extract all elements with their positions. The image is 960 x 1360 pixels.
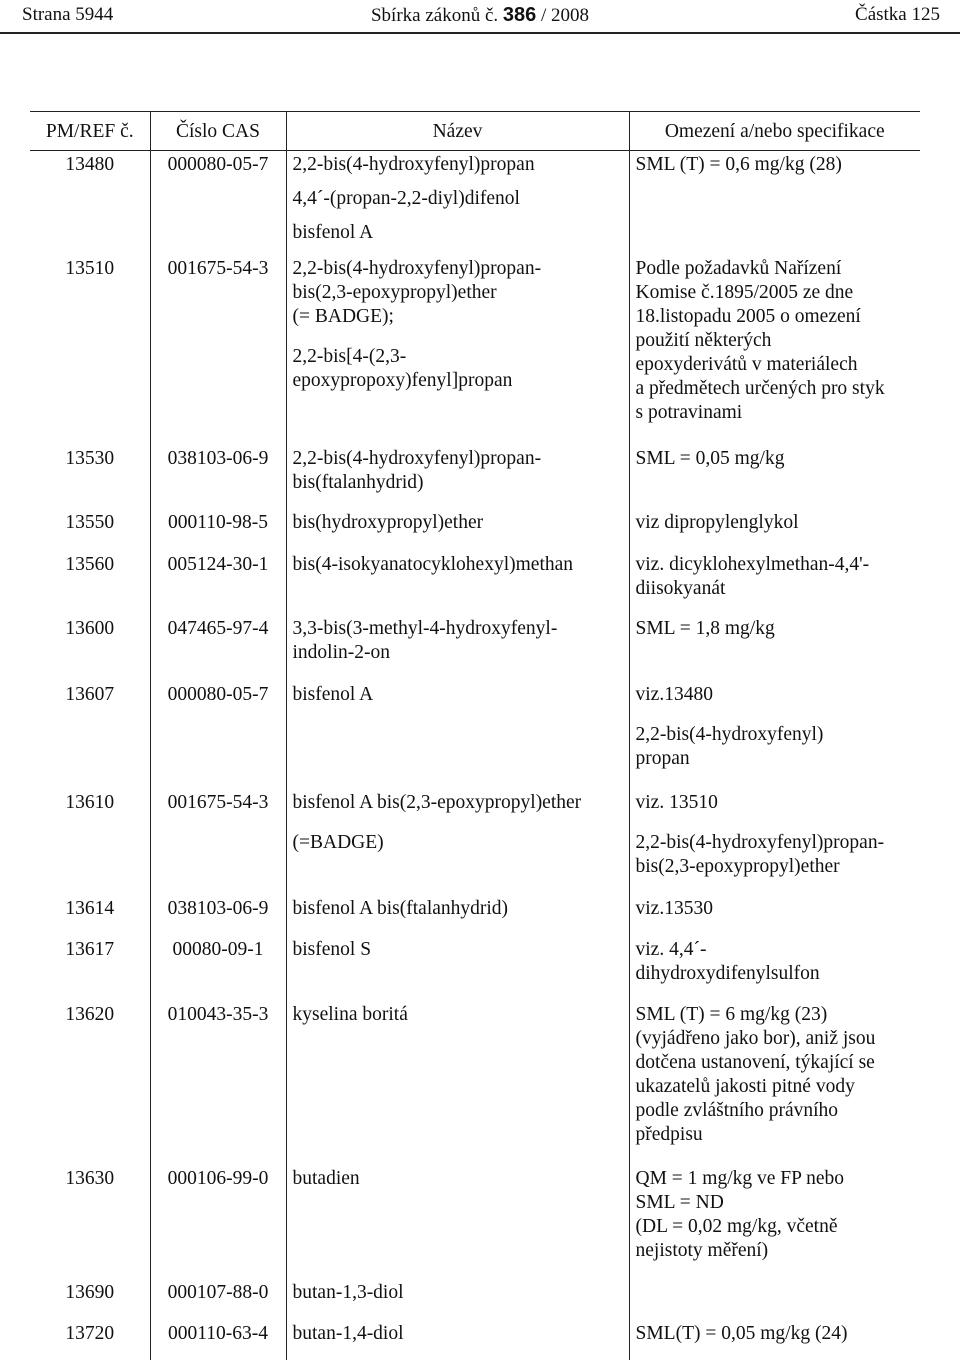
spec-line: podle zvláštního právního [635, 1099, 839, 1121]
restriction-cell [629, 936, 920, 1001]
column-header-ref: PM/REF č. [30, 112, 150, 151]
restriction-cell [629, 895, 920, 936]
ref-number-cell: 13614 [65, 897, 115, 919]
spec-line: dihydroxydifenylsulfon [635, 962, 820, 984]
name-line: bisfenol S [292, 938, 372, 960]
substance-name-cell [286, 255, 629, 445]
spec-line: SML = ND [635, 1191, 724, 1213]
ref-number-cell: 13550 [65, 511, 115, 533]
substance-name-cell [286, 936, 629, 1001]
table-row [30, 1165, 920, 1279]
restriction-cell [629, 1279, 920, 1320]
name-line: 4,4´-(propan-2,2-diyl)difenol [292, 188, 520, 209]
name-line: 2,2-bis[4-(2,3- [292, 345, 407, 367]
collection-title [0, 0, 960, 31]
table-row [30, 1320, 920, 1360]
name-line: butan-1,3-diol [292, 1281, 404, 1303]
collection-prefix: Sbírka zákonů č. [370, 5, 499, 26]
name-line: kyselina boritá [292, 1003, 408, 1025]
spec-line: viz.13480 [635, 683, 713, 705]
ref-number-cell: 13630 [65, 1167, 115, 1189]
name-line: bis(2,3-epoxypropyl)ether [292, 281, 497, 303]
cas-number-cell: 000107-88-0 [150, 1279, 286, 1320]
name-line: 2,2-bis(4-hydroxyfenyl)propan- [292, 447, 542, 469]
part-number: Částka 125 [855, 4, 940, 25]
substance-name-cell [286, 1279, 629, 1320]
spec-line: SML (T) = 6 mg/kg (23) [635, 1003, 828, 1025]
cas-number-cell: 010043-35-3 [150, 1001, 286, 1165]
name-line: bisfenol A [292, 222, 374, 243]
spec-line: ukazatelů jakosti pitné vody [635, 1075, 855, 1097]
table-body [30, 151, 920, 1360]
spec-line: viz.13530 [635, 897, 713, 919]
restriction-cell [629, 1165, 920, 1279]
spec-line: SML = 1,8 mg/kg [635, 617, 775, 639]
name-line: butan-1,4-diol [292, 1322, 404, 1344]
restriction-cell [629, 255, 920, 445]
substance-name-cell [286, 151, 629, 255]
restriction-cell [629, 681, 920, 789]
name-line: bisfenol A [292, 683, 374, 705]
spec-line: SML (T) = 0,6 mg/kg (28) [635, 154, 842, 175]
spec-line: nejistoty měření) [635, 1239, 769, 1261]
table-row [30, 151, 920, 255]
spec-line: použití některých [635, 329, 772, 351]
collection-suffix: / 2008 [541, 5, 590, 26]
cas-number-cell: 001675-54-3 [150, 789, 286, 895]
restriction-cell [629, 1320, 920, 1360]
table-row [30, 509, 920, 551]
substance-name-cell [286, 789, 629, 895]
spec-line: viz. 13510 [635, 791, 718, 813]
spec-line: SML(T) = 0,05 mg/kg (24) [635, 1322, 848, 1344]
ref-number-cell: 13530 [65, 447, 115, 469]
substance-name-cell [286, 509, 629, 551]
table-row [30, 445, 920, 509]
spec-line: Komise č.1895/2005 ze dne [635, 281, 854, 303]
spec-line: viz dipropylenglykol [635, 511, 799, 533]
ref-number-cell: 13620 [65, 1003, 115, 1025]
cas-number-cell: 000080-05-7 [150, 681, 286, 789]
ref-number-cell: 13560 [65, 553, 115, 575]
name-line: bis(hydroxypropyl)ether [292, 511, 484, 533]
table-header-row [30, 112, 920, 151]
name-line: bisfenol A bis(ftalanhydrid) [292, 897, 509, 919]
name-line: butadien [292, 1167, 360, 1189]
spec-line: viz. 4,4´- [635, 938, 707, 960]
table-row [30, 789, 920, 895]
ref-number-cell: 13690 [65, 1281, 115, 1303]
spec-line: epoxyderivátů v materiálech [635, 353, 858, 375]
name-line: 2,2-bis(4-hydroxyfenyl)propan- [292, 257, 542, 279]
spec-line: 2,2-bis(4-hydroxyfenyl) [635, 723, 824, 745]
substance-name-cell [286, 681, 629, 789]
name-line: indolin-2-on [292, 641, 390, 663]
cas-number-cell: 000110-63-4 [150, 1320, 286, 1360]
spec-line: s potravinami [635, 401, 743, 423]
restriction-cell [629, 615, 920, 681]
spec-line: (vyjádřeno jako bor), aniž jsou [635, 1027, 876, 1049]
table-row [30, 255, 920, 445]
substance-name-cell [286, 1320, 629, 1360]
spec-line: dotčena ustanovení, týkající se [635, 1051, 875, 1073]
name-line: bis(ftalanhydrid) [292, 471, 424, 493]
spec-line: 18.listopadu 2005 o omezení [635, 305, 861, 327]
cas-number-cell: 00080-09-1 [150, 936, 286, 1001]
restriction-cell [629, 445, 920, 509]
ref-number-cell: 13480 [65, 154, 115, 175]
name-line: bisfenol A bis(2,3-epoxypropyl)ether [292, 791, 582, 813]
table-row [30, 681, 920, 789]
substance-name-cell [286, 895, 629, 936]
table-row [30, 551, 920, 615]
cas-number-cell: 001675-54-3 [150, 255, 286, 445]
substance-name-cell [286, 1165, 629, 1279]
ref-number-cell: 13610 [65, 791, 115, 813]
spec-line: a předmětech určených pro styk [635, 377, 885, 399]
table-row [30, 1279, 920, 1320]
spec-line: viz. dicyklohexylmethan-4,4'- [635, 553, 870, 575]
ref-number-cell: 13510 [65, 257, 115, 279]
cas-number-cell: 005124-30-1 [150, 551, 286, 615]
table-row [30, 936, 920, 1001]
column-header-cas: Číslo CAS [150, 112, 286, 151]
ref-number-cell: 13607 [65, 683, 115, 705]
substance-name-cell [286, 445, 629, 509]
restriction-cell [629, 509, 920, 551]
page-number: Strana 5944 [22, 4, 114, 25]
substance-name-cell [286, 615, 629, 681]
name-line: (=BADGE) [292, 831, 384, 853]
column-header-spec: Omezení a/nebo specifikace [629, 112, 920, 151]
cas-number-cell: 000110-98-5 [150, 509, 286, 551]
restriction-cell [629, 789, 920, 895]
table-row [30, 615, 920, 681]
name-line: (= BADGE); [292, 305, 394, 327]
spec-line: (DL = 0,02 mg/kg, včetně [635, 1215, 838, 1237]
cas-number-cell: 000080-05-7 [150, 151, 286, 255]
restriction-cell [629, 1001, 920, 1165]
spec-line: SML = 0,05 mg/kg [635, 447, 785, 469]
collection-number: 386 [502, 4, 537, 26]
restriction-cell [629, 551, 920, 615]
spec-line: propan [635, 747, 690, 769]
name-line: epoxypropoxy)fenyl]propan [292, 369, 513, 391]
cas-number-cell: 000106-99-0 [150, 1165, 286, 1279]
substance-name-cell [286, 551, 629, 615]
spec-line: bis(2,3-epoxypropyl)ether [635, 855, 840, 877]
column-header-name: Název [286, 112, 629, 151]
table-row [30, 895, 920, 936]
substance-table [30, 111, 920, 1360]
name-line: bis(4-isokyanatocyklohexyl)methan [292, 553, 574, 575]
restriction-cell [629, 151, 920, 255]
spec-line: Podle požadavků Nařízení [635, 257, 842, 279]
spec-line: 2,2-bis(4-hydroxyfenyl)propan- [635, 831, 885, 853]
spec-line: diisokyanát [635, 577, 726, 599]
ref-number-cell: 13617 [65, 938, 115, 960]
cas-number-cell: 038103-06-9 [150, 895, 286, 936]
ref-number-cell: 13720 [65, 1322, 115, 1344]
name-line: 2,2-bis(4-hydroxyfenyl)propan [292, 154, 535, 175]
cas-number-cell: 038103-06-9 [150, 445, 286, 509]
ref-number-cell: 13600 [65, 617, 115, 639]
spec-line: předpisu [635, 1123, 703, 1145]
table-row [30, 1001, 920, 1165]
spec-line: QM = 1 mg/kg ve FP nebo [635, 1167, 845, 1189]
cas-number-cell: 047465-97-4 [150, 615, 286, 681]
page-header [0, 0, 960, 34]
name-line: 3,3-bis(3-methyl-4-hydroxyfenyl- [292, 617, 558, 639]
substance-name-cell [286, 1001, 629, 1165]
